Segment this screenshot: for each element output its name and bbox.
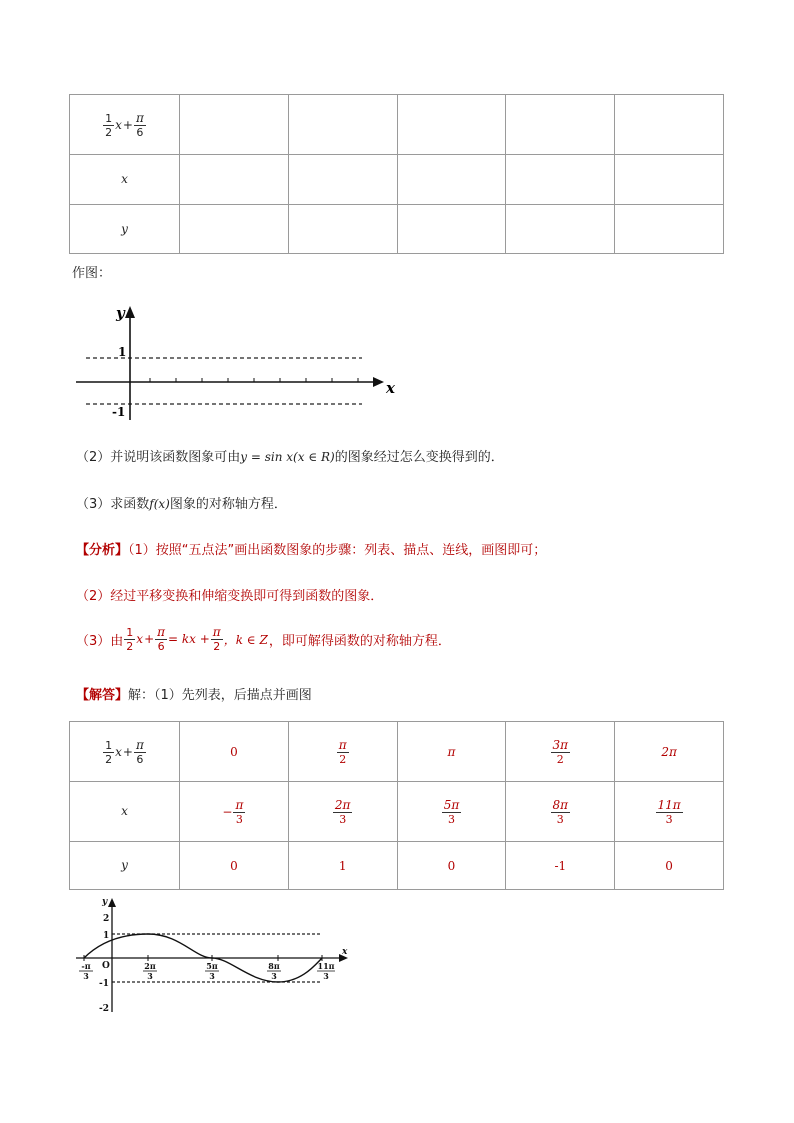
y-tick-neg2: -2 <box>99 1004 109 1014</box>
row-header-x: x <box>70 155 180 205</box>
y-axis-arrow <box>125 306 135 318</box>
blank-value-table <box>69 94 724 254</box>
table-cell: $\frac{3\pi}{2}$ <box>506 722 615 782</box>
solution-tag: 【解答】 <box>76 688 129 703</box>
table-cell: 2π <box>615 722 724 782</box>
table-cell: $\frac{5\pi}{3}$ <box>397 782 506 842</box>
table-cell <box>397 95 506 155</box>
table-cell <box>506 155 615 205</box>
y-axis-label: y <box>102 897 108 907</box>
x-tick-5pi-3-num: 5π <box>206 961 218 971</box>
table-cell <box>397 155 506 205</box>
x-axis-arrow <box>373 377 384 387</box>
table-cell: 1 <box>288 842 397 890</box>
table-cell: − $\frac{\pi}{3}$ <box>180 782 289 842</box>
table-cell: $\frac{\pi}{2}$ <box>288 722 397 782</box>
sine-graph <box>70 894 360 1016</box>
table-cell <box>615 155 724 205</box>
analysis-tag: 【分析】 <box>76 543 129 558</box>
solution-line: 【解答】解：（1）先列表，后描点并画图 <box>76 688 312 703</box>
x-tick-neg-pi-3-num: -π <box>81 961 91 971</box>
y-axis-label: y <box>116 304 125 322</box>
tick-label-neg1: -1 <box>112 405 126 419</box>
question-2: （2）并说明该函数图象可由y = sin x(x ∈ R)的图象经过怎么变换得到的． <box>76 450 504 465</box>
analysis-line-2: （2）经过平移变换和伸缩变换即可得到函数的图象． <box>76 589 384 604</box>
table-cell: $\frac{8\pi}{3}$ <box>506 782 615 842</box>
table-cell <box>615 95 724 155</box>
table-cell: 0 <box>615 842 724 890</box>
row-header-y: y <box>70 205 180 254</box>
y-tick-2: 2 <box>103 914 110 924</box>
table-cell <box>288 95 397 155</box>
table-cell <box>506 205 615 254</box>
row-header-expression: $\frac{1}{2}$ x + $\frac{\pi}{6}$ <box>70 722 180 782</box>
table-cell: π <box>397 722 506 782</box>
table-cell <box>506 95 615 155</box>
table-cell: -1 <box>506 842 615 890</box>
analysis-line-1: 【分析】（1）按照“五点法”画出函数图象的步骤：列表、描点、连线，画图即可； <box>76 543 547 558</box>
table-cell <box>180 155 289 205</box>
table-cell <box>180 205 289 254</box>
table-cell <box>180 95 289 155</box>
value-table <box>69 721 724 890</box>
y-tick-neg1: -1 <box>99 979 109 989</box>
analysis-line-3: （3）由 $\frac{1}{2}$ x + $\frac{\pi}{6}$ = kx + $\frac{\pi}{2}$ ，k ∈ Z ，即可解得函数的对称轴方程． <box>76 625 451 653</box>
x-tick-2pi-3-num: 2π <box>144 961 156 971</box>
table-cell: $\frac{2\pi}{3}$ <box>288 782 397 842</box>
table-cell <box>615 205 724 254</box>
table-cell <box>288 155 397 205</box>
x-tick-11pi-3-num: 11π <box>317 961 335 971</box>
origin-label: O <box>102 961 110 971</box>
y-axis-arrow <box>108 898 116 907</box>
x-tick-5pi-3-den: 3 <box>209 971 215 981</box>
x-tick-8pi-3-den: 3 <box>271 971 277 981</box>
blank-axes-graph <box>70 298 400 428</box>
table-cell <box>397 205 506 254</box>
row-header-x: x <box>70 782 180 842</box>
tick-label-1: 1 <box>118 345 127 359</box>
x-tick-neg-pi-3-den: 3 <box>83 971 89 981</box>
zuotu-label: 作图： <box>72 266 112 281</box>
table-cell <box>288 205 397 254</box>
table-cell: 0 <box>397 842 506 890</box>
x-axis-label: x <box>342 947 348 957</box>
table-cell: 0 <box>180 722 289 782</box>
x-tick-11pi-3-den: 3 <box>323 971 329 981</box>
row-header-expression: $\frac{1}{2}$ x + $\frac{\pi}{6}$ <box>70 95 180 155</box>
table-cell: 0 <box>180 842 289 890</box>
x-tick-2pi-3-den: 3 <box>147 971 153 981</box>
x-axis-label: x <box>386 379 395 397</box>
x-tick-8pi-3-num: 8π <box>268 961 280 971</box>
table-cell: $\frac{11\pi}{3}$ <box>615 782 724 842</box>
question-3: （3）求函数f(x)图象的对称轴方程． <box>76 497 287 512</box>
row-header-y: y <box>70 842 180 890</box>
y-tick-1: 1 <box>103 931 110 941</box>
